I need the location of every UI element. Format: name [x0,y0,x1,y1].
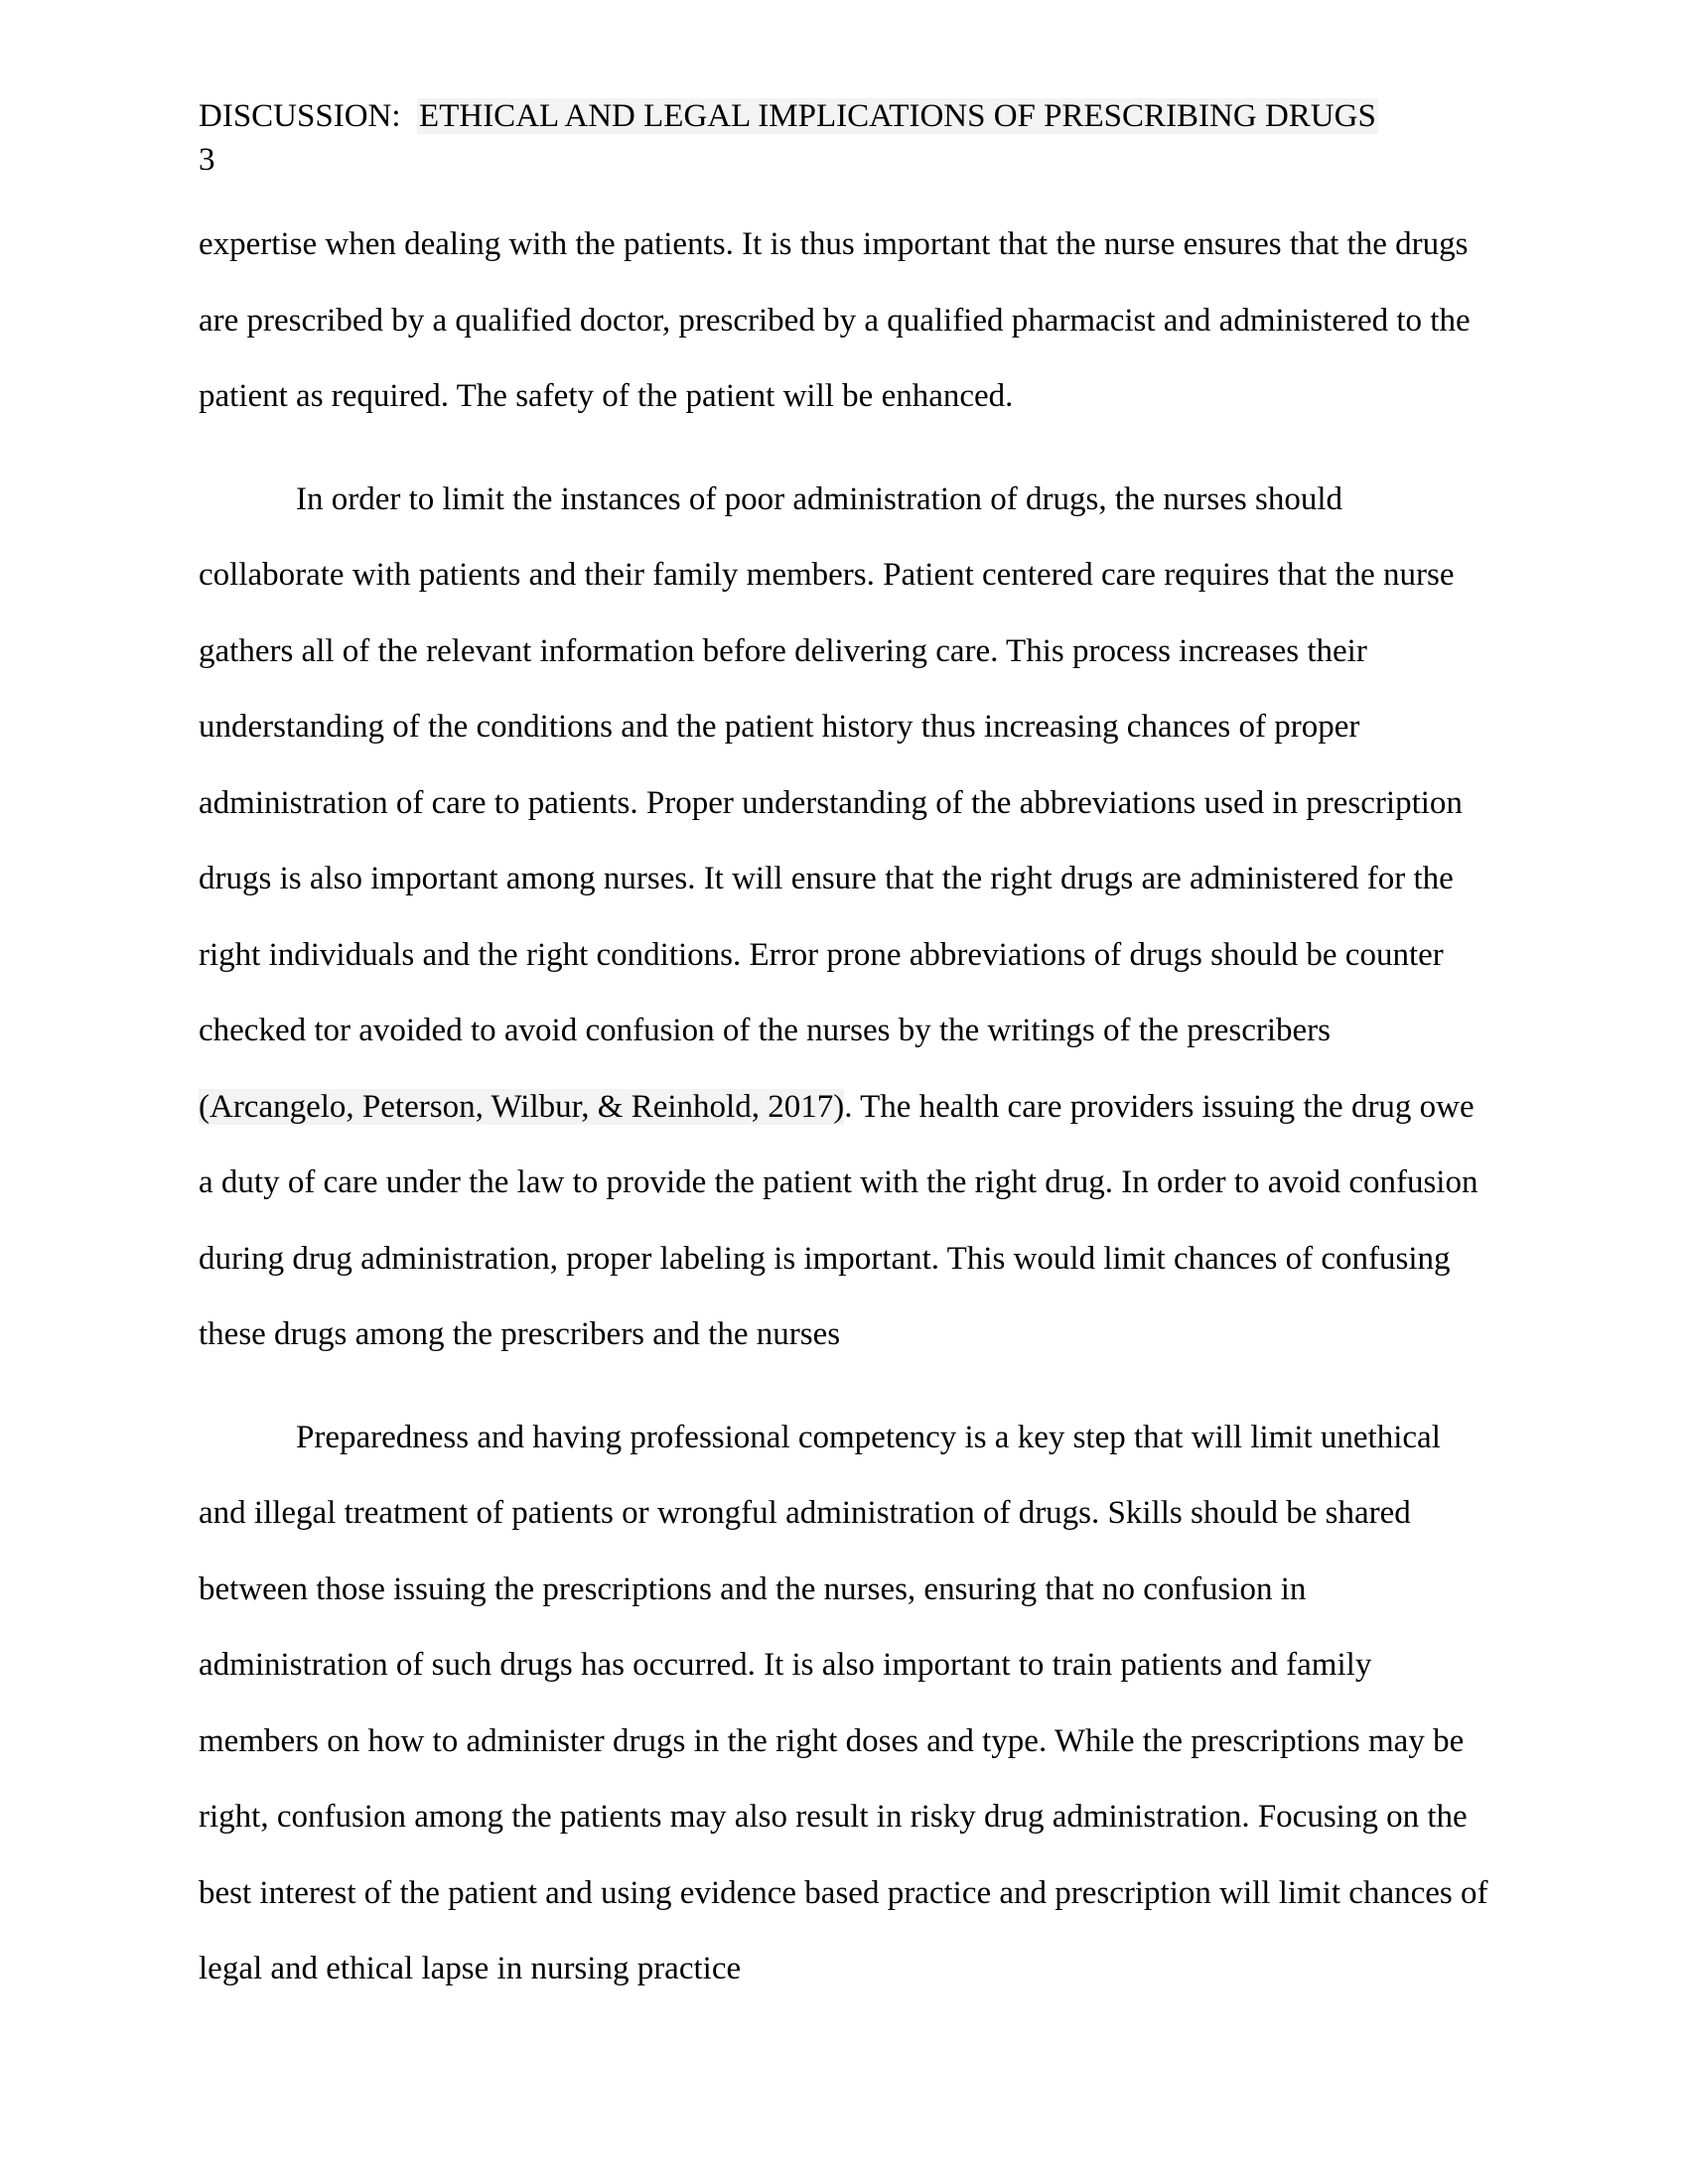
document-body [199,206,1489,2007]
paragraph-1: expertise when dealing with the patients. It is thus important that the nurse ensures that the drugs are prescribed by a qualified doctor, prescribed by a qualified pharmacist and administered to the patient as required. The safety of the patient will be enhanced. [199,226,1471,414]
citation: (Arcangelo, Peterson, Wilbur, & Reinhold, 2017) [199,1088,845,1125]
running-head-label: DISCUSSION: [199,98,401,134]
page-number: 3 [199,142,215,178]
paragraph-2-text-start: In order to limit the instances of poor administration of drugs, the nurses should collaborate with patients and their family members. Patient centered care requires that the nurse gathers all of the relevant information before delivering care. This process increases their understanding of the conditions and the patient history thus increasing chances of proper administration of care to patients. Proper understanding of the abbreviations used in prescription drugs is also important among nurses. It will ensure that the right drugs are administered for the right individuals and the right conditions. Error prone abbreviations of drugs should be counter checked tor avoided to avoid confusion of the nurses by the writings of the prescribers [199,480,1463,1048]
paragraph-2 [199,462,1489,1373]
running-head [199,97,1489,135]
paragraph-3: Preparedness and having professional competency is a key step that will limit unethical and illegal treatment of patients or wrongful administration of drugs. Skills should be shared between those issuing the prescriptions and the nurses, ensuring that no confusion in administration of such drugs has occurred. It is also important to train patients and family members on how to administer drugs in the right doses and type. While the prescriptions may be right, confusion among the patients may also result in risky drug administration. Focusing on the best interest of the patient and using evidence based practice and prescription will limit chances of legal and ethical lapse in nursing practice [199,1419,1488,1986]
paragraph-2-text-end: . The health care providers issuing the drug owe a duty of care under the law to provide the patient with the right drug. In order to avoid confusion during drug administration, proper labeling is important. This would limit chances of confusing these drugs among the prescribers and the nurses [199,1088,1478,1352]
running-head-title: ETHICAL AND LEGAL IMPLICATIONS OF PRESCRIBING DRUGS [419,98,1376,134]
